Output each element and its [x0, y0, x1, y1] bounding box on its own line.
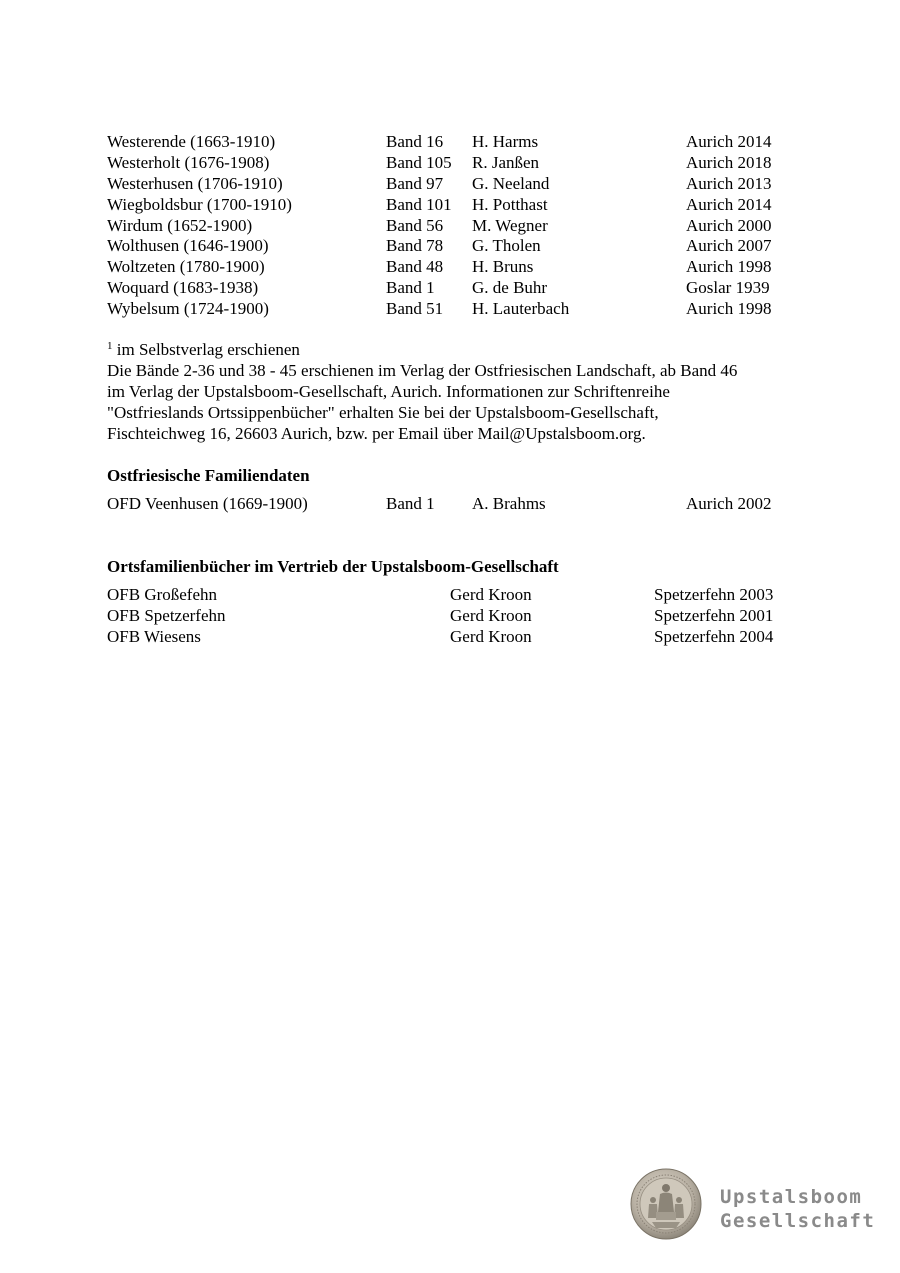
place-name: Wolthusen (1646-1900) — [107, 236, 269, 255]
publication: Aurich 2018 — [686, 153, 772, 172]
table-row — [0, 194, 900, 215]
band-number: Band 1 — [386, 494, 435, 513]
publication: Aurich 2007 — [686, 236, 772, 255]
band-number: Band 97 — [386, 174, 444, 193]
place-name: Wiegboldsbur (1700-1910) — [107, 195, 292, 214]
table-row — [0, 584, 900, 605]
logo-text-line2: Gesellschaft — [720, 1210, 876, 1232]
book-name: OFB Wiesens — [107, 627, 201, 646]
band-number: Band 16 — [386, 132, 444, 151]
place-name: Woltzeten (1780-1900) — [107, 257, 265, 276]
book-name: OFB Großefehn — [107, 585, 218, 604]
publication: Aurich 1998 — [686, 257, 772, 276]
place-name: Westerhusen (1706-1910) — [107, 174, 283, 193]
table-row — [0, 277, 900, 298]
author: Gerd Kroon — [450, 627, 532, 646]
table-row — [0, 152, 900, 173]
band-number: Band 1 — [386, 278, 435, 297]
notes-line: Fischteichweg 16, 26603 Aurich, bzw. per Email über Mail@Upstalsboom.org. — [107, 424, 646, 443]
author: Gerd Kroon — [450, 585, 532, 604]
publication: Spetzerfehn 2003 — [654, 585, 774, 604]
author: G. de Buhr — [472, 278, 548, 297]
band-number: Band 51 — [386, 299, 444, 318]
table-row — [0, 256, 900, 277]
footnote — [107, 339, 807, 360]
publication: Aurich 2014 — [686, 132, 772, 151]
band-number: Band 78 — [386, 236, 444, 255]
table-row — [0, 626, 900, 647]
author: G. Tholen — [472, 236, 541, 255]
section-heading-ortsfamilienbuecher: Ortsfamilienbücher im Vertrieb der Upstalsboom-Gesellschaft — [107, 557, 559, 576]
band-number: Band 48 — [386, 257, 444, 276]
footnote-text: im Selbstverlag erschienen — [112, 340, 300, 359]
place-name: Westerholt (1676-1908) — [107, 153, 270, 172]
table-row — [0, 235, 900, 256]
table-row — [0, 215, 900, 236]
author: H. Potthast — [472, 195, 548, 214]
place-name: Wybelsum (1724-1900) — [107, 299, 269, 318]
author: G. Neeland — [472, 174, 550, 193]
band-number: Band 101 — [386, 195, 452, 214]
table-row — [0, 605, 900, 626]
author: M. Wegner — [472, 216, 548, 235]
place-name: Woquard (1683-1938) — [107, 278, 259, 297]
author: H. Harms — [472, 132, 539, 151]
publication: Aurich 2014 — [686, 195, 772, 214]
band-number: Band 56 — [386, 216, 444, 235]
table-row — [0, 493, 900, 514]
place-name: Westerende (1663-1910) — [107, 132, 276, 151]
logo-text-line1: Upstalsboom — [720, 1186, 863, 1208]
notes-line: Die Bände 2-36 und 38 - 45 erschienen im Verlag der Ostfriesischen Landschaft, ab Band 46 — [107, 361, 738, 380]
band-number: Band 105 — [386, 153, 452, 172]
publication: Aurich 2002 — [686, 494, 772, 513]
author: A. Brahms — [472, 494, 546, 513]
table-row — [0, 298, 900, 319]
notes-line: "Ostfrieslands Ortssippenbücher" erhalten Sie bei der Upstalsboom-Gesellschaft, — [107, 403, 659, 422]
author: Gerd Kroon — [450, 606, 532, 625]
publication: Aurich 1998 — [686, 299, 772, 318]
notes-paragraph — [107, 339, 807, 444]
table-row — [0, 131, 900, 152]
publication: Goslar 1939 — [686, 278, 770, 297]
publication: Aurich 2013 — [686, 174, 772, 193]
publication: Spetzerfehn 2004 — [654, 627, 774, 646]
seal-logo-icon — [630, 1168, 702, 1240]
author: H. Bruns — [472, 257, 534, 276]
book-name: OFB Spetzerfehn — [107, 606, 226, 625]
place-name: Wirdum (1652-1900) — [107, 216, 253, 235]
notes-line: im Verlag der Upstalsboom-Gesellschaft, Aurich. Informationen zur Schriftenreihe — [107, 382, 670, 401]
publication: Aurich 2000 — [686, 216, 772, 235]
place-name: OFD Veenhusen (1669-1900) — [107, 494, 308, 513]
section-heading-familiendaten: Ostfriesische Familiendaten — [107, 466, 310, 485]
table-row — [0, 173, 900, 194]
author: R. Janßen — [472, 153, 540, 172]
publication: Spetzerfehn 2001 — [654, 606, 774, 625]
author: H. Lauterbach — [472, 299, 570, 318]
footnote-mark: 1 — [107, 340, 113, 352]
